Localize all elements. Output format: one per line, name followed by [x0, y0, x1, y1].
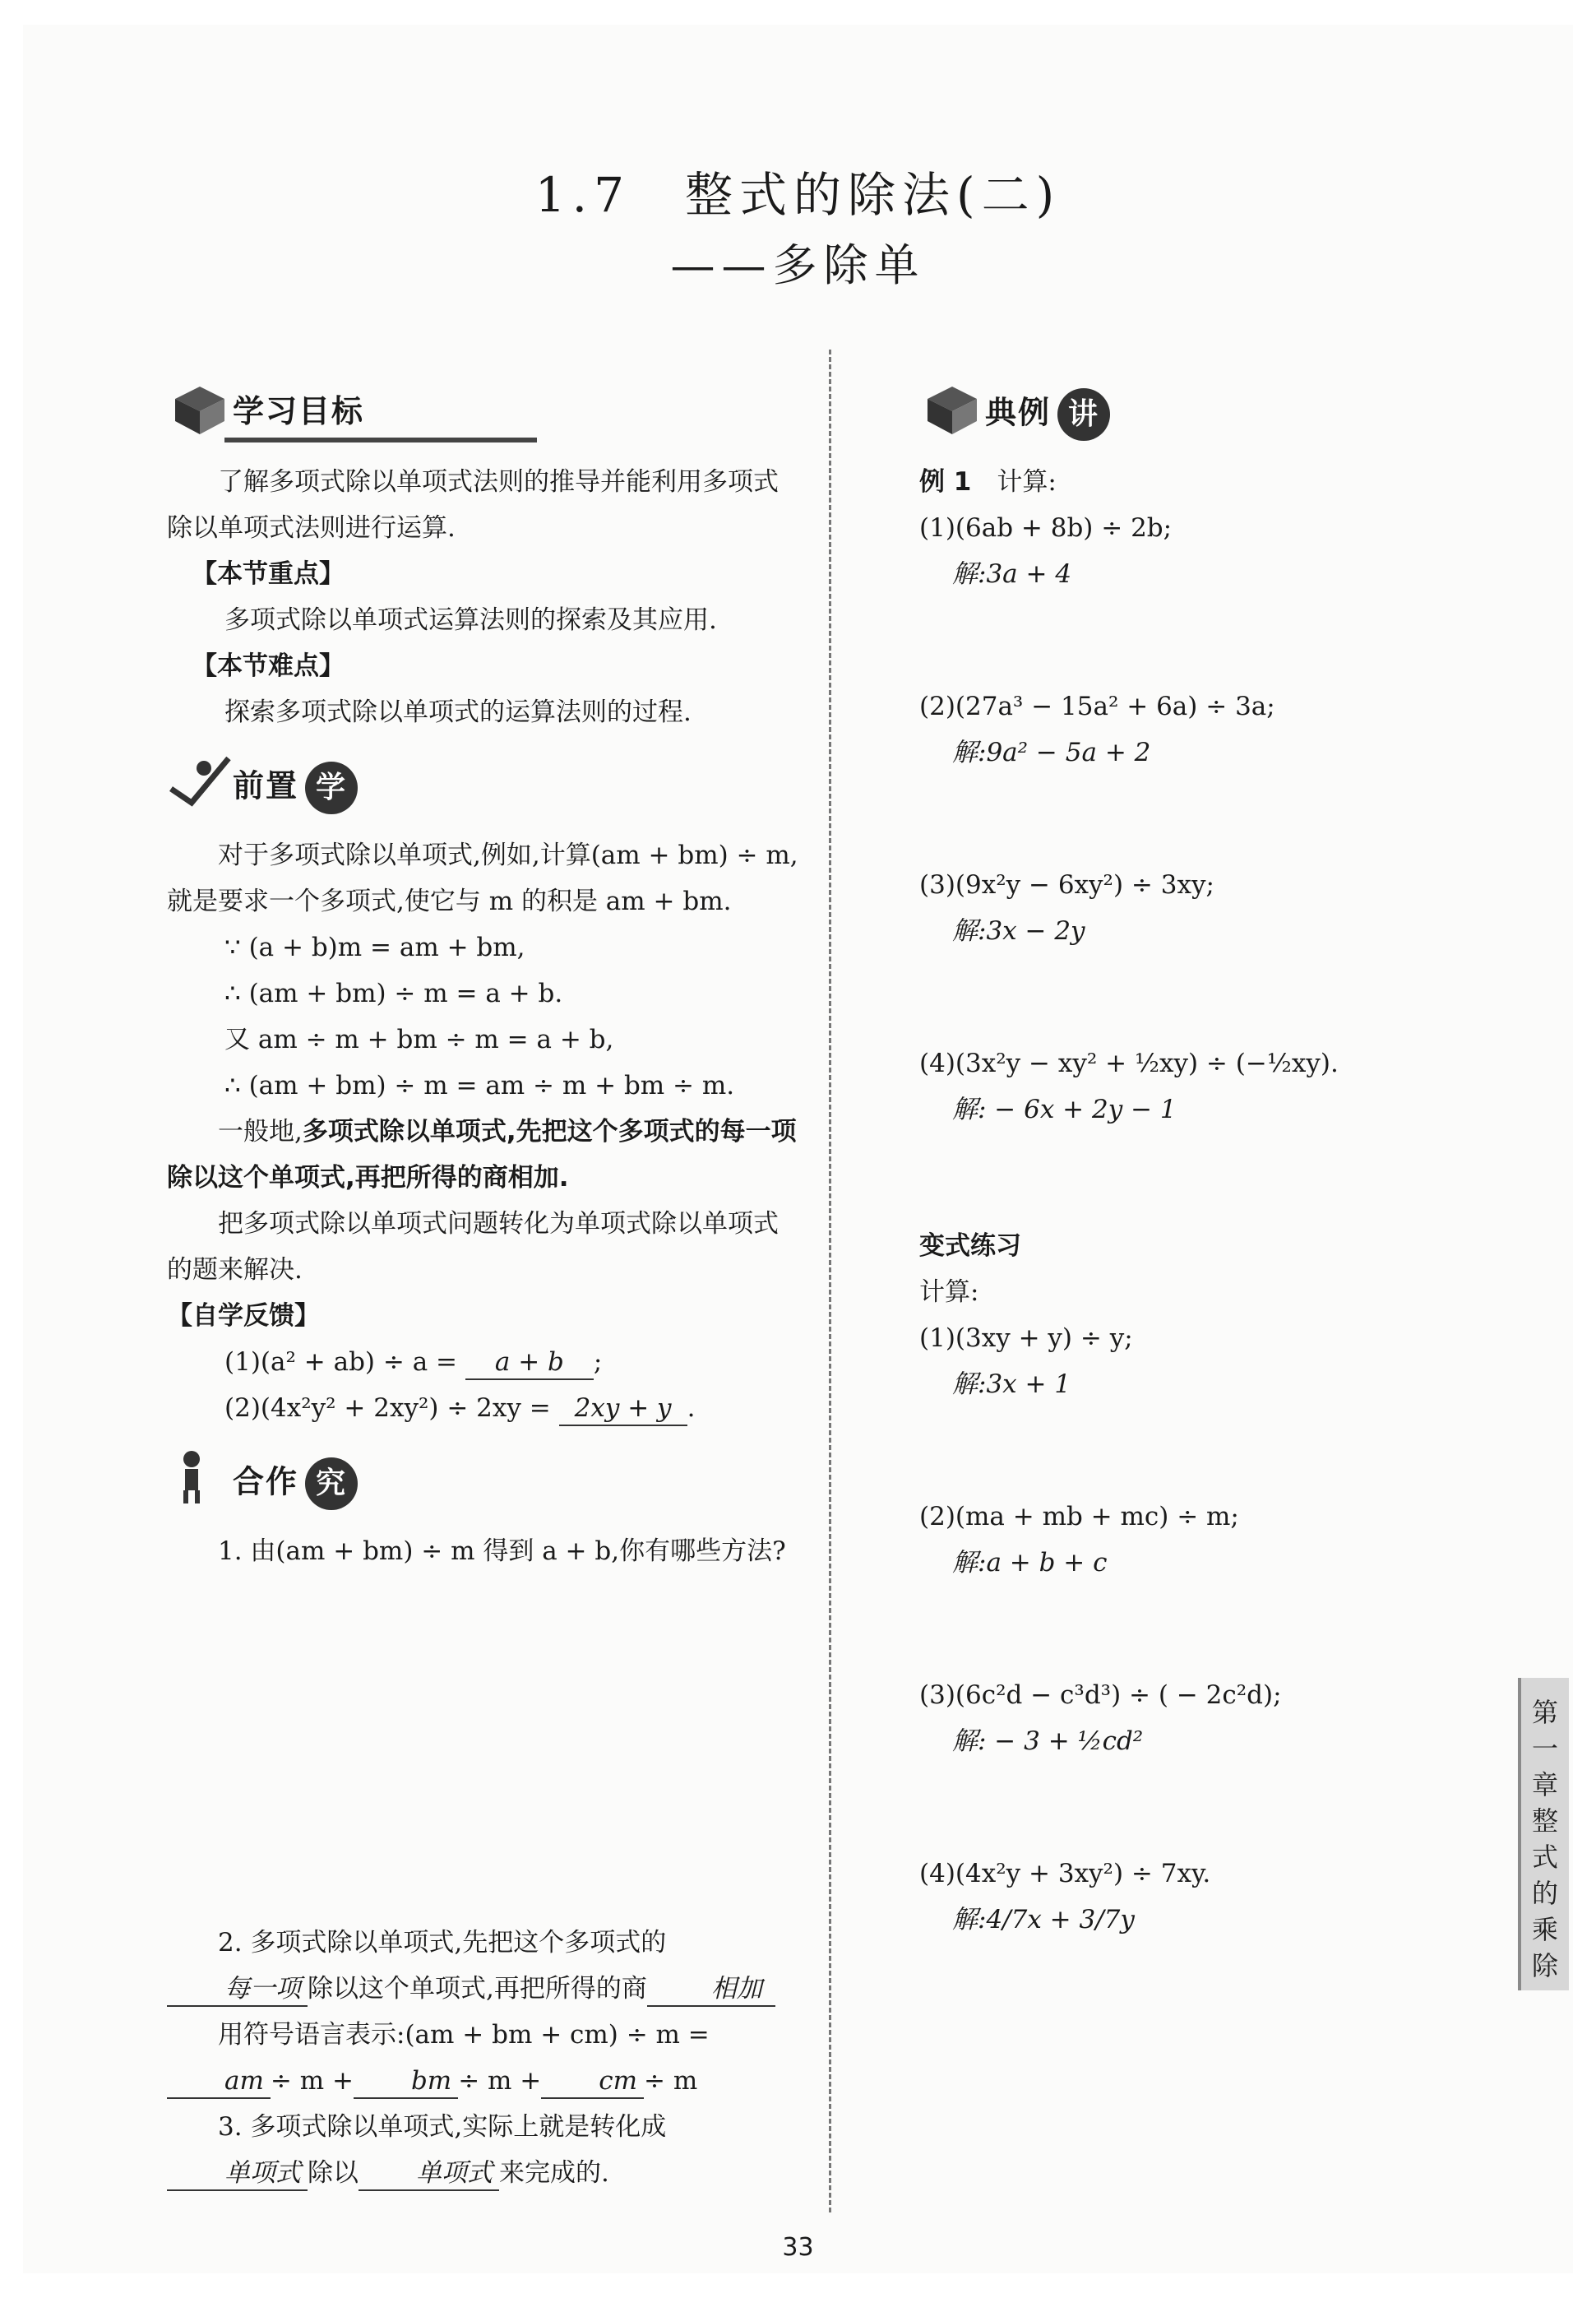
hard-label: 【本节难点】 [192, 651, 345, 681]
practice-q1: (1)(3xy + y) ÷ y; [919, 1323, 1133, 1353]
right-column [919, 362, 1544, 1943]
practice-a1: 解:3x + 1 [952, 1369, 1071, 1399]
coop-header [167, 1439, 800, 1522]
practice-a3: 解: − 3 + ½cd² [952, 1726, 1144, 1756]
cube-icon [167, 378, 233, 436]
column-divider [829, 350, 831, 2212]
preview-p1: 对于多项式除以单项式,例如,计算(am + bm) ÷ m,就是要求一个多项式,使它与 m 的积是 am + bm. [167, 841, 798, 916]
example-q2: (2)(27a³ − 15a² + 6a) ÷ 3a; [919, 692, 1275, 721]
practice-a2: 解:a + b + c [952, 1548, 1108, 1578]
hard-text: 探索多项式除以单项式的运算法则的过程. [224, 697, 692, 727]
key-label: 【本节重点】 [192, 559, 345, 589]
goals-badge: 学习目标 [233, 393, 365, 429]
practice-q4: (4)(4x²y + 3xy²) ÷ 7xy. [919, 1859, 1211, 1888]
feedback-q1: (1)(a² + ab) ÷ a = a + b ; [224, 1339, 800, 1385]
preview-l1: ∵ (a + b)m = am + bm, [224, 933, 525, 962]
example-q1: (1)(6ab + 8b) ÷ 2b; [919, 513, 1173, 543]
goals-intro: 了解多项式除以单项式法则的推导并能利用多项式除以单项式法则进行运算. [167, 467, 779, 543]
feedback-q2: (2)(4x²y² + 2xy²) ÷ 2xy = 2xy + y . [224, 1385, 800, 1431]
preview-header [167, 744, 800, 826]
practice-q2: (2)(ma + mb + mc) ÷ m; [919, 1502, 1239, 1531]
preview-l2: ∴ (am + bm) ÷ m = a + b. [224, 979, 563, 1008]
example-a3: 解:3x − 2y [952, 916, 1085, 946]
preview-l3: 又 am ÷ m + bm ÷ m = a + b, [224, 1025, 614, 1054]
examples-badge-circle: 讲 [1057, 388, 1110, 441]
coop-q2: 2. 多项式除以单项式,先把这个多项式的每一项 除以这个单项式,再把所得的商 相加 [167, 1920, 800, 2012]
practice-label: 变式练习 [919, 1231, 1021, 1261]
page-subtitle: ——多除单 [670, 239, 926, 291]
key-text: 多项式除以单项式运算法则的探索及其应用. [224, 605, 717, 635]
page-number: 33 [782, 2233, 814, 2262]
preview-badge: 前置 学 [233, 762, 358, 814]
preview-l4: ∴ (am + bm) ÷ m = am ÷ m + bm ÷ m. [224, 1071, 735, 1100]
goals-header [167, 370, 800, 452]
answer-space [167, 1574, 800, 1920]
examples-header [919, 370, 1544, 452]
coop-badge: 合作 究 [233, 1457, 358, 1510]
example-q3: (3)(9x²y − 6xy²) ÷ 3xy; [919, 870, 1214, 900]
example-a2: 解:9a² − 5a + 2 [952, 738, 1151, 767]
coop-q2-symbol: 用符号语言表示:(am + bm + cm) ÷ m =am ÷ m + bm ÷ m + cm ÷ m [167, 2012, 800, 2104]
practice-a4: 解:4/7x + 3/7y [952, 1905, 1135, 1934]
examples-badge: 典例 讲 [985, 388, 1110, 441]
example-a4: 解: − 6x + 2y − 1 [952, 1095, 1177, 1124]
page [23, 25, 1573, 2273]
header-underline [224, 438, 537, 442]
practice-text: 计算: [919, 1277, 979, 1307]
chapter-side-tab: 第一章 整式的乘除 [1518, 1678, 1569, 1990]
preview-badge-circle: 学 [305, 762, 358, 814]
example-label: 例 1 计算: [919, 467, 1057, 497]
coop-q3: 3. 多项式除以单项式,实际上就是转化成单项式 除以 单项式 来完成的. [167, 2104, 800, 2196]
example-q4: (4)(3x²y − xy² + ½xy) ÷ (−½xy). [919, 1049, 1339, 1078]
coop-badge-circle: 究 [305, 1457, 358, 1510]
example-a1: 解:3a + 4 [952, 559, 1072, 589]
feedback-label: 【自学反馈】 [167, 1301, 320, 1331]
practice-q3: (3)(6c²d − c³d³) ÷ ( − 2c²d); [919, 1680, 1282, 1710]
figure-icon [167, 1448, 233, 1505]
coop-q1: 1. 由(am + bm) ÷ m 得到 a + b,你有哪些方法? [218, 1536, 786, 1566]
preview-p2: 一般地,多项式除以单项式,先把这个多项式的每一项除以这个单项式,再把所得的商相加. [167, 1117, 797, 1193]
left-column [167, 362, 800, 2196]
cube-icon [919, 378, 985, 436]
preview-p3: 把多项式除以单项式问题转化为单项式除以单项式的题来解决. [167, 1209, 779, 1285]
runner-icon [167, 752, 233, 809]
page-title: 1.7 整式的除法(二) [534, 167, 1062, 223]
